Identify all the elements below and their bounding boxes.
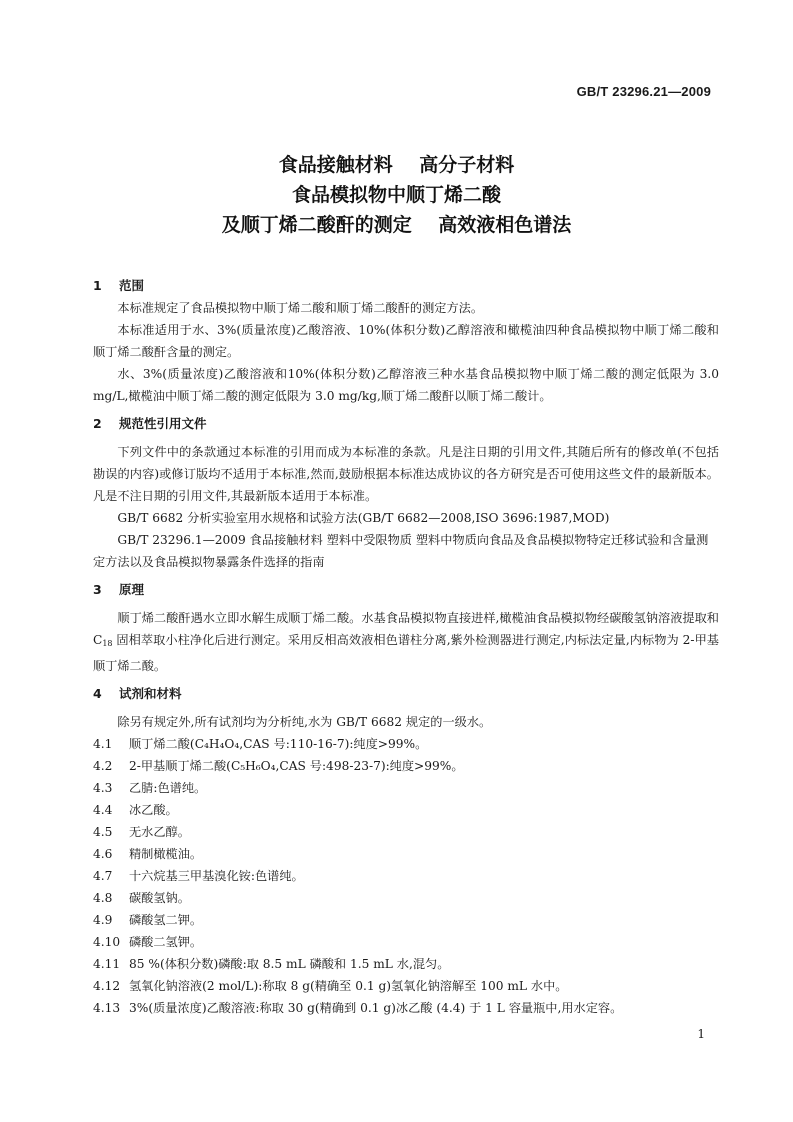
item-text: 85 %(体积分数)磷酸:取 8.5 mL 磷酸和 1.5 mL 水,混匀。 [129,957,450,971]
reagent-list [93,733,719,1019]
item-text: 3%(质量浓度)乙酸溶液:称取 30 g(精确到 0.1 g)冰乙酸 (4.4) 于 1 L 容量瓶中,用水定容。 [129,1001,623,1015]
item-number: 4.6 [93,847,113,861]
title-line-2: 食品模拟物中顺丁烯二酸 [291,184,501,206]
section-title: 范围 [119,278,145,293]
section-number: 2 [93,416,102,431]
subscript: 18 [102,639,113,648]
standard-number: GB/T 23296.21—2009 [576,84,711,99]
item-text: 十六烷基三甲基溴化铵:色谱纯。 [129,869,304,883]
item-text: 2-甲基顺丁烯二酸(C₅H₆O₄,CAS 号:498-23-7):纯度>99%。 [129,759,464,773]
item-number: 4.2 [93,759,113,773]
item-number: 4.3 [93,781,113,795]
reference-gb-t-6682: GB/T 6682 分析实验室用水规格和试验方法(GB/T 6682—2008,ISO 3696:1987,MOD) [117,511,610,525]
item-text: 冰乙酸。 [129,803,178,817]
paragraph: 本标准规定了食品模拟物中顺丁烯二酸和顺丁烯二酸酐的测定方法。 [117,301,484,315]
item-number: 4.12 [93,979,121,993]
paragraph-part: 固相萃取小柱净化后进行测定。采用反相高效液相色谱柱分离,紫外检测器进行测定,内标法定量,内标物为 2-甲基顺丁烯二酸。 [93,633,719,673]
section-number: 3 [93,582,102,597]
section-4-heading [93,683,719,705]
item-number: 4.9 [93,913,113,927]
title-line-1: 食品接触材料 高分子材料 [278,154,515,176]
section-3-heading [93,579,719,601]
item-text: 氢氧化钠溶液(2 mol/L):称取 8 g(精确至 0.1 g)氢氧化钠溶解至 100 mL 水中。 [129,979,568,993]
item-number: 4.8 [93,891,113,905]
reference-gb-t-23296-1: GB/T 23296.1—2009 食品接触材料 塑料中受限物质 塑料中物质向食品及食品模拟物特定迁移试验和含量测定方法以及食品模拟物暴露条件选择的指南 [93,533,709,569]
document-title [0,150,793,240]
item-number: 4.5 [93,825,113,839]
list-item [93,777,719,799]
item-text: 无水乙醇。 [129,825,190,839]
list-item [93,909,719,931]
list-item [93,733,719,755]
document-body [93,275,719,1019]
section-title: 原理 [119,582,145,597]
item-text: 顺丁烯二酸(C₄H₄O₄,CAS 号:110-16-7):纯度>99%。 [129,737,428,751]
paragraph: 水、3%(质量浓度)乙酸溶液和10%(体积分数)乙醇溶液三种水基食品模拟物中顺丁烯二酸的测定低限为 3.0 mg/L,橄榄油中顺丁烯二酸的测定低限为 3.0 mg/kg,顺丁烯二酸酐以顺丁烯二酸计。 [93,367,719,403]
list-item [93,755,719,777]
paragraph: 除另有规定外,所有试剂均为分析纯,水为 GB/T 6682 规定的一级水。 [117,715,492,729]
page-number: 1 [697,1027,705,1041]
list-item [93,799,719,821]
paragraph: 本标准适用于水、3%(质量浓度)乙酸溶液、10%(体积分数)乙醇溶液和橄榄油四种食品模拟物中顺丁烯二酸和顺丁烯二酸酐含量的测定。 [93,323,719,359]
item-text: 精制橄榄油。 [129,847,203,861]
section-number: 4 [93,686,102,701]
paragraph: 下列文件中的条款通过本标准的引用而成为本标准的条款。凡是注日期的引用文件,其随后所有的修改单(不包括勘误的内容)或修订版均不适用于本标准,然而,鼓励根据本标准达成协议的各方研究是否可使用这些文件的最新版本。凡是不注日期的引用文件,其最新版本适用于本标准。 [93,445,719,503]
paragraph-part: 顺丁烯二酸酐遇水立即水解生成顺丁烯二酸。水基食品模拟物直接进样,橄榄油食品模拟物经碳酸氢钠溶液提取和 C [93,611,719,647]
item-number: 4.10 [93,935,121,949]
item-text: 磷酸氢二钾。 [129,913,203,927]
section-number: 1 [93,278,102,293]
section-1-heading [93,275,719,297]
item-number: 4.4 [93,803,113,817]
paragraph [93,607,719,677]
item-number: 4.1 [93,737,113,751]
item-text: 乙腈:色谱纯。 [129,781,207,795]
list-item [93,997,719,1019]
list-item [93,821,719,843]
item-number: 4.13 [93,1001,121,1015]
section-2-heading [93,413,719,435]
list-item [93,865,719,887]
section-title: 试剂和材料 [119,686,182,701]
list-item [93,953,719,975]
list-item [93,843,719,865]
list-item [93,931,719,953]
item-text: 磷酸二氢钾。 [129,935,203,949]
section-title: 规范性引用文件 [119,416,207,431]
title-line-3: 及顺丁烯二酸酐的测定 高效液相色谱法 [221,214,572,236]
item-number: 4.7 [93,869,113,883]
list-item [93,887,719,909]
item-text: 碳酸氢钠。 [129,891,190,905]
item-number: 4.11 [93,957,121,971]
list-item [93,975,719,997]
